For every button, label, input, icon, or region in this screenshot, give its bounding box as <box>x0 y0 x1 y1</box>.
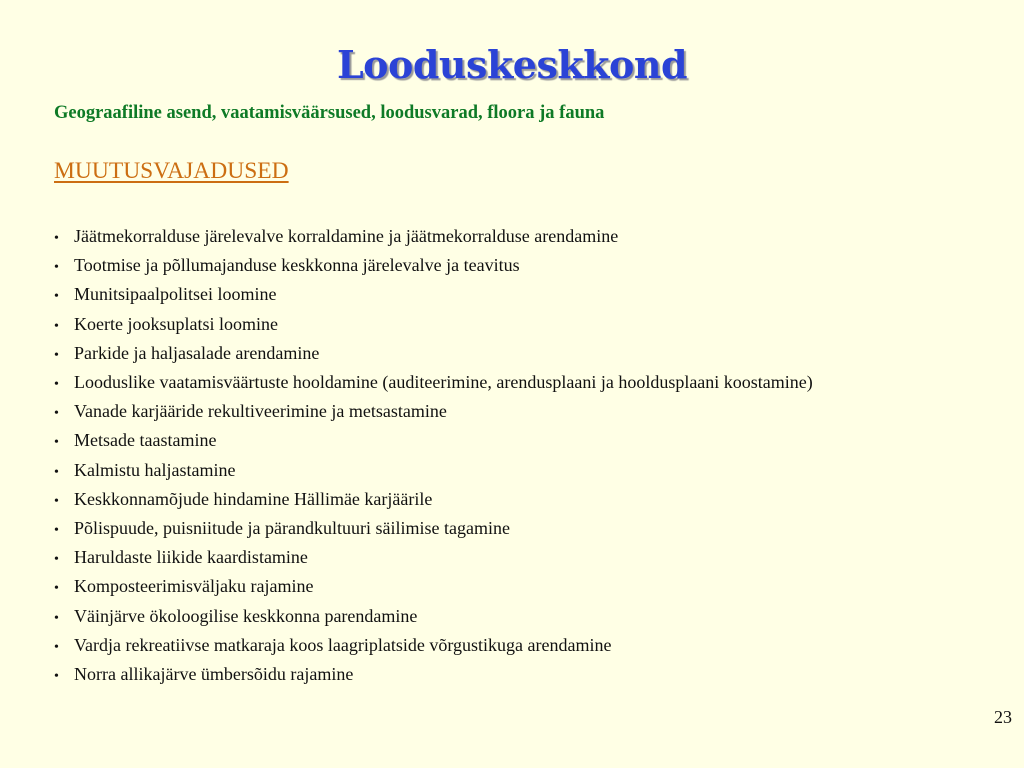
list-item <box>54 603 813 632</box>
list-item-text: Metsade taastamine <box>74 430 217 451</box>
bullet-icon: • <box>54 581 59 597</box>
list-item-text: Looduslike vaatamisväärtuste hooldamine (auditeerimine, arendusplaani ja hooldusplaani koostamine) <box>74 372 813 393</box>
list-item <box>54 398 813 427</box>
list-item-text: Norra allikajärve ümbersõidu rajamine <box>74 664 354 685</box>
section-heading: MUUTUSVAJADUSED <box>54 158 289 184</box>
list-item <box>54 340 813 369</box>
bullet-icon: • <box>54 464 59 480</box>
list-item-text: Keskkonnamõjude hindamine Hällimäe karjäärile <box>74 488 433 509</box>
bullet-icon: • <box>54 493 59 509</box>
list-item-text: Vanade karjääride rekultiveerimine ja metsastamine <box>74 401 447 422</box>
list-item-text: Väinjärve ökoloogilise keskkonna parendamine <box>74 605 418 626</box>
list-item-text: Haruldaste liikide kaardistamine <box>74 547 308 568</box>
bullet-icon: • <box>54 260 59 276</box>
page-number: 23 <box>994 707 1012 727</box>
list-item-text: Munitsipaalpolitsei loomine <box>74 284 277 305</box>
bullet-icon: • <box>54 610 59 626</box>
list-item <box>54 573 813 602</box>
bullet-icon: • <box>54 231 59 246</box>
list-item-text: Parkide ja haljasalade arendamine <box>74 342 320 363</box>
bullet-icon: • <box>54 435 59 451</box>
bullet-list <box>54 223 813 690</box>
list-item-text: Kalmistu haljastamine <box>74 459 236 480</box>
list-item <box>54 515 813 544</box>
list-item <box>54 223 813 252</box>
list-item <box>54 252 813 281</box>
slide-title: Looduskeskkond <box>336 42 688 87</box>
list-item <box>54 311 813 340</box>
bullet-icon: • <box>54 347 59 363</box>
bullet-icon: • <box>54 289 59 305</box>
list-item-text: Tootmise ja põllumajanduse keskkonna järelevalve ja teavitus <box>74 255 520 276</box>
list-item-text: Põlispuude, puisniitude ja pärandkultuuri säilimise tagamine <box>74 518 510 539</box>
bullet-icon: • <box>54 669 59 685</box>
list-item-text: Komposteerimisväljaku rajamine <box>74 576 314 597</box>
bullet-icon: • <box>54 639 59 655</box>
list-item <box>54 544 813 573</box>
list-item <box>54 661 813 690</box>
list-item <box>54 427 813 456</box>
bullet-icon: • <box>54 406 59 422</box>
list-item-text: Koerte jooksuplatsi loomine <box>74 313 278 334</box>
slide-subtitle: Geograafiline asend, vaatamisväärsused, loodusvarad, floora ja fauna <box>54 103 605 123</box>
list-item-text: Vardja rekreatiivse matkaraja koos laagriplatside võrgustikuga arendamine <box>74 634 612 655</box>
bullet-icon: • <box>54 377 59 393</box>
list-item <box>54 369 813 398</box>
list-item <box>54 486 813 515</box>
list-item <box>54 457 813 486</box>
bullet-icon: • <box>54 318 59 334</box>
list-item <box>54 281 813 310</box>
list-item <box>54 632 813 661</box>
bullet-icon: • <box>54 523 59 539</box>
bullet-icon: • <box>54 552 59 568</box>
list-item-text: Jäätmekorralduse järelevalve korraldamine ja jäätmekorralduse arendamine <box>74 226 619 246</box>
